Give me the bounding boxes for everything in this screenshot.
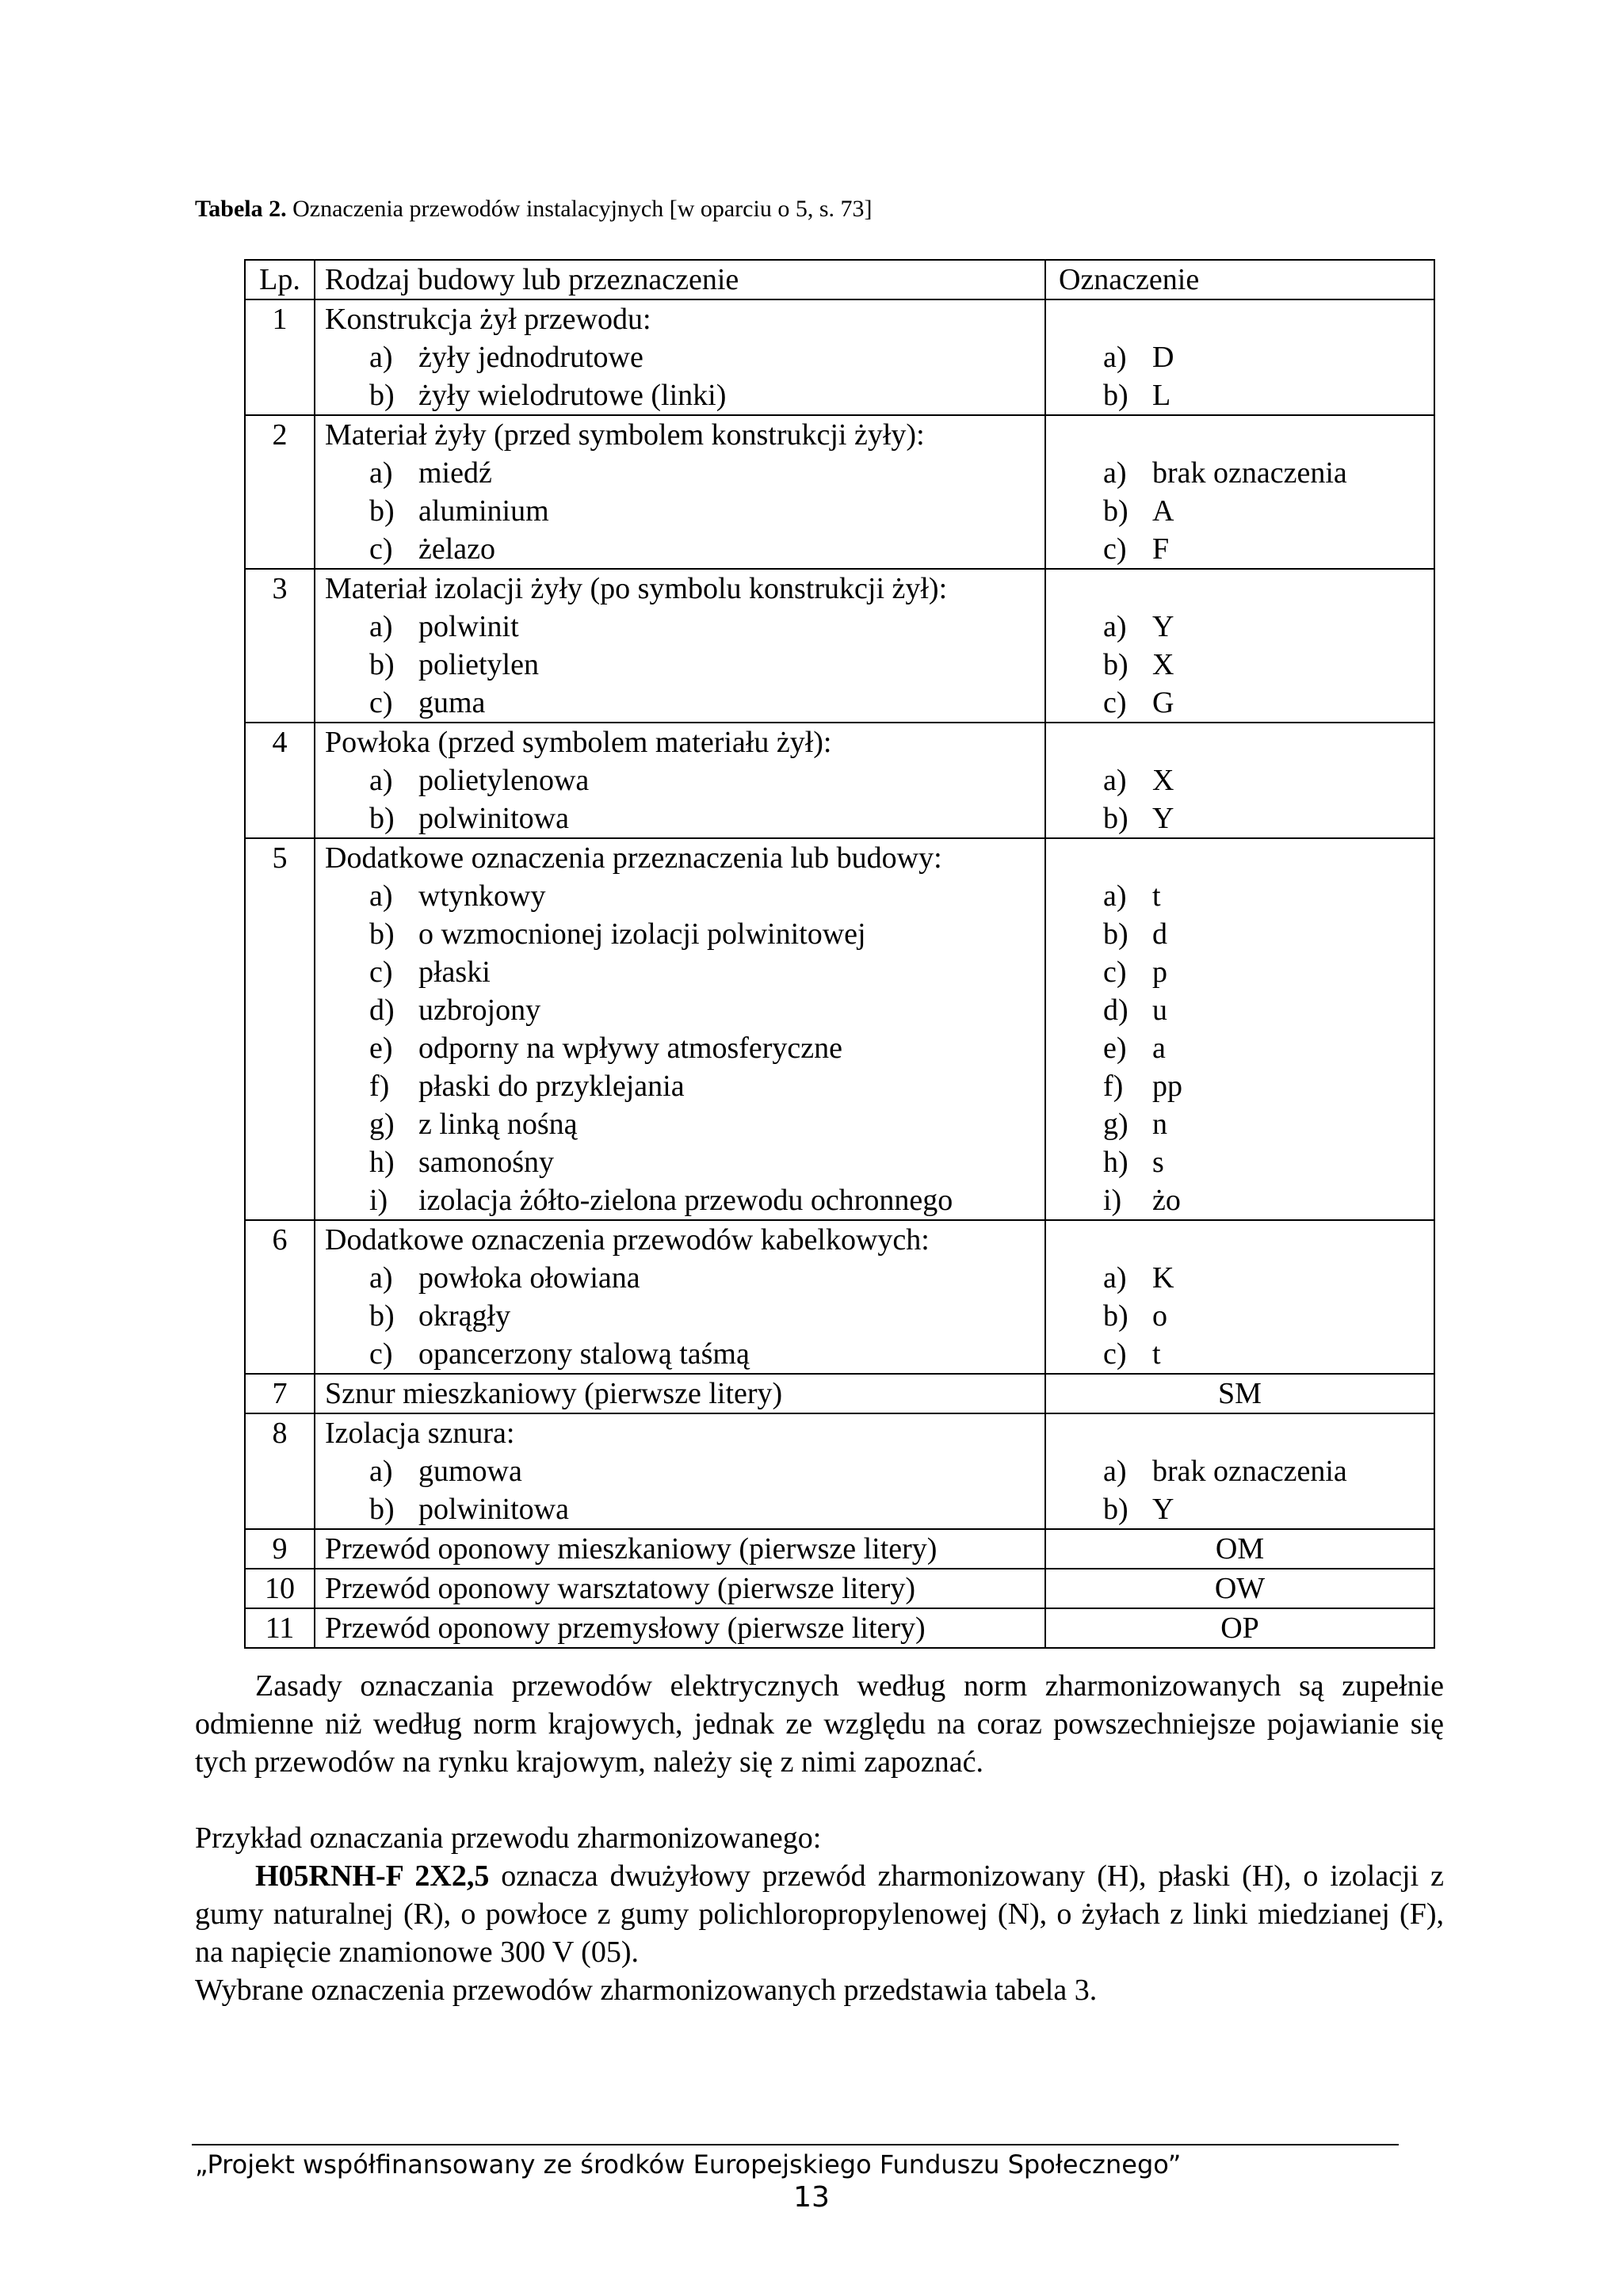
designation-spacer [1057,1221,1434,1259]
subitem-text: z linką nośną [418,1108,578,1141]
subitem-text: żelazo [418,532,496,566]
designation-value: X [1152,764,1174,797]
row-designation: OP [1045,1608,1434,1648]
table-row [245,569,1434,723]
row-title: Dodatkowe oznaczenia przewodów kabelkowych: [325,1223,930,1257]
row-designation [1045,723,1434,838]
designation-letter: a) [1103,610,1127,643]
subitem-text: płaski do przyklejania [418,1070,685,1103]
subitem-letter: g) [369,1108,395,1141]
designation-letter: g) [1103,1108,1128,1141]
paragraph-zasady: Zasady oznaczania przewodów elektrycznych według norm zharmonizowanych są zupełnie odmienne niż według norm krajowych, jednak ze względu na coraz powszechniejsze pojawianie się tych przewodów na rynku krajowym, należy się z nimi zapoznać. [195,1669,1444,1779]
subitem-text: żyły jednodrutowe [418,341,643,374]
table-caption [195,195,873,223]
row-subitem [325,761,1044,799]
designation-value: Y [1152,802,1174,835]
subitem-text: polietylen [418,648,539,681]
subitem-letter: i) [369,1184,388,1217]
designation-letter: a) [1103,1455,1127,1488]
designation-letter: a) [1103,1261,1127,1295]
designation-letter: e) [1103,1032,1127,1065]
row-designation: OW [1045,1569,1434,1608]
subitem-letter: a) [369,341,393,374]
header-designation: Oznaczenie [1045,260,1434,299]
subitem-letter: a) [369,1455,393,1488]
designation-item [1057,877,1434,915]
subitem-letter: a) [369,764,393,797]
row-subitem [325,338,1044,376]
table-row [245,1220,1434,1374]
subitem-letter: a) [369,610,393,643]
subitem-text: uzbrojony [418,994,541,1027]
designation-letter: c) [1103,955,1127,989]
row-subitem [325,608,1044,646]
designation-value: a [1152,1032,1166,1065]
row-number: 5 [245,838,315,1220]
designation-letter: b) [1103,648,1128,681]
designation-item [1057,454,1434,492]
row-designation [1045,299,1434,415]
subitem-text: samonośny [418,1146,554,1179]
row-subitem [325,684,1044,722]
footer-project-note: „Projekt współfinansowany ze środków Europejskiego Funduszu Społecznego” [195,2149,1182,2180]
row-number: 7 [245,1374,315,1413]
subitem-text: powłoka ołowiana [418,1261,640,1295]
row-number: 6 [245,1220,315,1374]
subitem-letter: d) [369,994,395,1027]
subitem-text: miedź [418,456,492,490]
row-description [315,1374,1045,1413]
subitem-letter: b) [369,494,395,528]
designation-item [1057,376,1434,414]
designation-item [1057,1335,1434,1373]
row-title: Przewód oponowy warsztatowy (pierwsze litery) [325,1572,915,1605]
table-row [245,415,1434,569]
designation-value: p [1152,955,1167,989]
designation-item [1057,1143,1434,1181]
table-row [245,299,1434,415]
designation-value: s [1152,1146,1164,1179]
designation-letter: b) [1103,802,1128,835]
designation-letter: a) [1103,764,1127,797]
designation-spacer [1057,1414,1434,1452]
row-designation [1045,569,1434,723]
row-description [315,1608,1045,1648]
table-caption-text: Oznaczenia przewodów instalacyjnych [w oparciu o 5, s. 73] [292,196,873,222]
row-designation [1045,1413,1434,1529]
designation-item [1057,761,1434,799]
row-description [315,1220,1045,1374]
designation-value: t [1152,1337,1161,1371]
designation-value: Y [1152,1493,1174,1526]
row-description [315,838,1045,1220]
subitem-text: odporny na wpływy atmosferyczne [418,1032,843,1065]
row-title: Powłoka (przed symbolem materiału żył): [325,726,832,759]
designation-spacer [1057,839,1434,877]
row-subitem [325,1490,1044,1528]
footer-divider [192,2144,1399,2145]
row-title: Izolacja sznura: [325,1417,515,1450]
designation-letter: b) [1103,1299,1128,1333]
subitem-letter: c) [369,686,393,719]
designation-value: K [1152,1261,1174,1295]
row-designation [1045,1220,1434,1374]
designation-letter: a) [1103,879,1127,913]
row-subitem [325,492,1044,530]
row-title: Materiał żyły (przed symbolem konstrukcji żyły): [325,418,925,452]
row-designation: OM [1045,1529,1434,1569]
table-row [245,1569,1434,1608]
subitem-letter: a) [369,879,393,913]
row-subitem [325,953,1044,991]
row-subitem [325,1029,1044,1067]
designation-value: u [1152,994,1167,1027]
designation-letter: i) [1103,1184,1122,1217]
designation-value: X [1152,648,1174,681]
subitem-text: guma [418,686,486,719]
subitem-letter: b) [369,648,395,681]
designation-value: n [1152,1108,1167,1141]
row-subitem [325,991,1044,1029]
designation-item [1057,991,1434,1029]
row-subitem [325,646,1044,684]
row-number: 9 [245,1529,315,1569]
row-subitem [325,1335,1044,1373]
row-number: 10 [245,1569,315,1608]
row-subitem [325,530,1044,568]
designation-value: brak oznaczenia [1152,456,1347,490]
subitem-text: gumowa [418,1455,522,1488]
designation-item [1057,915,1434,953]
row-subitem [325,454,1044,492]
subitem-letter: b) [369,1299,395,1333]
table-row [245,1374,1434,1413]
subitem-text: izolacja żółto-zielona przewodu ochronnego [418,1184,953,1217]
designation-item [1057,646,1434,684]
row-designation [1045,415,1434,569]
subitem-letter: h) [369,1146,395,1179]
designation-item [1057,1105,1434,1143]
designation-item [1057,1259,1434,1297]
designation-letter: f) [1103,1070,1124,1103]
designation-spacer [1057,570,1434,608]
subitem-text: polwinit [418,610,519,643]
designation-value: D [1152,341,1174,374]
subitem-letter: b) [369,379,395,412]
subitem-text: aluminium [418,494,549,528]
subitem-text: wtynkowy [418,879,546,913]
paragraph-przyklad-intro: Przykład oznaczania przewodu zharmonizowanego: [195,1821,822,1855]
row-description [315,1529,1045,1569]
designation-value: F [1152,532,1170,566]
subitem-text: opancerzony stalową taśmą [418,1337,750,1371]
table-row [245,1608,1434,1648]
table-row [245,838,1434,1220]
row-number: 2 [245,415,315,569]
row-designation [1045,838,1434,1220]
designation-item [1057,1067,1434,1105]
table-header-row [245,260,1434,299]
designation-letter: c) [1103,686,1127,719]
subitem-letter: b) [369,802,395,835]
table-row [245,1529,1434,1569]
designation-item [1057,1181,1434,1219]
designation-letter: c) [1103,1337,1127,1371]
row-subitem [325,1143,1044,1181]
row-subitem [325,376,1044,414]
row-subitem [325,1297,1044,1335]
designation-letter: b) [1103,917,1128,951]
row-description [315,569,1045,723]
row-subitem [325,1067,1044,1105]
example-description: oznacza dwużyłowy przewód zharmonizowany (H), płaski (H), o izolacji z gumy naturalnej (R), o powłoce z gumy polichloropropylenowej (N), o żyłach z linki miedzianej (F), na napięcie znamionowe 300 V (05). [195,1859,1444,1969]
designation-letter: b) [1103,1493,1128,1526]
subitem-letter: e) [369,1032,393,1065]
designation-item [1057,1297,1434,1335]
table-row [245,1413,1434,1529]
subitem-letter: b) [369,917,395,951]
row-description [315,1413,1045,1529]
header-description: Rodzaj budowy lub przeznaczenie [315,260,1045,299]
table-row [245,723,1434,838]
designation-letter: c) [1103,532,1127,566]
page-number: 13 [793,2181,830,2214]
row-subitem [325,1105,1044,1143]
paragraph-przyklad [195,1857,1444,1971]
designations-table [244,259,1435,1649]
designation-value: G [1152,686,1174,719]
row-subitem [325,799,1044,837]
designation-letter: h) [1103,1146,1128,1179]
designation-value: żo [1152,1184,1181,1217]
subitem-letter: a) [369,456,393,490]
subitem-letter: f) [369,1070,390,1103]
designation-letter: d) [1103,994,1128,1027]
paragraph-wybrane: Wybrane oznaczenia przewodów zharmonizowanych przedstawia tabela 3. [195,1974,1098,2007]
designation-letter: b) [1103,494,1128,528]
subitem-text: polwinitowa [418,1493,569,1526]
row-number: 1 [245,299,315,415]
row-title: Konstrukcja żył przewodu: [325,303,651,336]
designation-spacer [1057,416,1434,454]
designation-item [1057,1029,1434,1067]
subitem-letter: c) [369,1337,393,1371]
row-number: 4 [245,723,315,838]
row-title: Dodatkowe oznaczenia przeznaczenia lub budowy: [325,841,942,875]
table-caption-label: Tabela 2. [195,196,287,222]
row-designation: SM [1045,1374,1434,1413]
designation-item [1057,1490,1434,1528]
designation-letter: b) [1103,379,1128,412]
row-description [315,415,1045,569]
subitem-text: okrągły [418,1299,511,1333]
designation-item [1057,338,1434,376]
designation-item [1057,530,1434,568]
row-title: Przewód oponowy przemysłowy (pierwsze litery) [325,1611,926,1645]
row-number: 3 [245,569,315,723]
row-title: Przewód oponowy mieszkaniowy (pierwsze litery) [325,1532,938,1566]
row-subitem [325,915,1044,953]
row-description [315,1569,1045,1608]
subitem-text: polwinitowa [418,802,569,835]
row-number: 8 [245,1413,315,1529]
designation-value: brak oznaczenia [1152,1455,1347,1488]
subitem-letter: a) [369,1261,393,1295]
row-subitem [325,1452,1044,1490]
designation-value: t [1152,879,1161,913]
row-subitem [325,1259,1044,1297]
designation-value: pp [1152,1070,1182,1103]
designation-item [1057,492,1434,530]
row-number: 11 [245,1608,315,1648]
subitem-letter: c) [369,532,393,566]
designation-item [1057,799,1434,837]
row-subitem [325,1181,1044,1219]
designation-value: d [1152,917,1167,951]
designation-item [1057,684,1434,722]
subitem-text: żyły wielodrutowe (linki) [418,379,727,412]
designation-letter: a) [1103,456,1127,490]
designation-item [1057,953,1434,991]
subitem-letter: c) [369,955,393,989]
subitem-letter: b) [369,1493,395,1526]
row-description [315,723,1045,838]
row-subitem [325,877,1044,915]
designation-value: o [1152,1299,1167,1333]
header-lp: Lp. [245,260,315,299]
designation-item [1057,608,1434,646]
designation-item [1057,1452,1434,1490]
designation-letter: a) [1103,341,1127,374]
designation-value: L [1152,379,1171,412]
row-title: Sznur mieszkaniowy (pierwsze litery) [325,1377,783,1410]
row-title: Materiał izolacji żyły (po symbolu konstrukcji żył): [325,572,948,605]
designation-spacer [1057,300,1434,338]
designation-value: Y [1152,610,1174,643]
designation-spacer [1057,723,1434,761]
designation-value: A [1152,494,1174,528]
row-description [315,299,1045,415]
example-designation-code: H05RNH-F 2X2,5 [255,1859,490,1893]
subitem-text: płaski [418,955,491,989]
subitem-text: o wzmocnionej izolacji polwinitowej [418,917,866,951]
subitem-text: polietylenowa [418,764,590,797]
